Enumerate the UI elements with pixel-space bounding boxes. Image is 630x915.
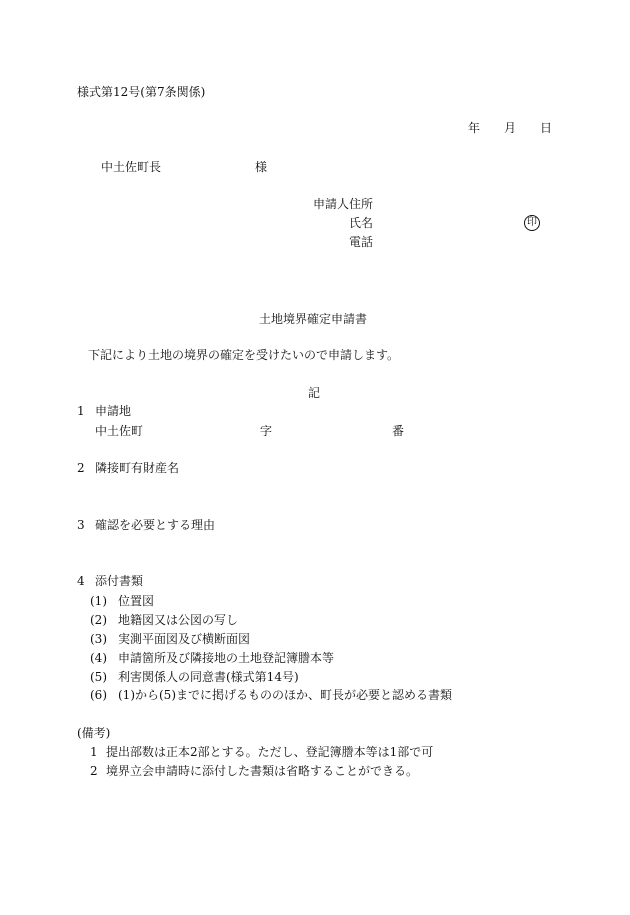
attachment-label: 申請箇所及び隣接地の土地登記簿謄本等 xyxy=(118,651,335,665)
note-text: 境界立会申請時に添付した書類は省略することができる。 xyxy=(106,764,419,778)
applicant-address-label: 申請人住所 xyxy=(313,197,374,211)
addressee-name: 中土佐町長 xyxy=(101,160,162,174)
item-label-adjacent-property: 隣接町有財産名 xyxy=(95,461,180,475)
item-label-reason: 確認を必要とする理由 xyxy=(95,518,216,532)
item-number: 2 xyxy=(77,461,85,475)
item-number: 3 xyxy=(77,518,85,532)
attachment-number: (4) xyxy=(90,651,107,665)
attachment-label: 利害関係人の同意書(様式第14号) xyxy=(118,670,299,684)
date-year-label: 年 xyxy=(468,121,481,135)
document-title: 土地境界確定申請書 xyxy=(259,312,368,326)
attachment-label: 地籍図又は公図の写し xyxy=(118,613,239,627)
note-number: 2 xyxy=(90,764,98,778)
date-day-label: 日 xyxy=(540,121,553,135)
item-number: 4 xyxy=(77,574,85,588)
attachment-number: (6) xyxy=(90,688,107,702)
intro-text: 下記により土地の境界の確定を受けたいので申請します。 xyxy=(88,348,400,362)
seal-mark: 印 xyxy=(524,215,540,231)
addressee-honorific: 様 xyxy=(255,160,268,174)
attachment-label: 実測平面図及び横断面図 xyxy=(118,632,251,646)
attachment-number: (3) xyxy=(90,632,107,646)
applicant-name-label: 氏名 xyxy=(349,216,374,230)
location-town: 中土佐町 xyxy=(95,424,144,438)
item-label-attachments: 添付書類 xyxy=(95,574,144,588)
applicant-phone-label: 電話 xyxy=(349,235,374,249)
item-label-application-land: 申請地 xyxy=(95,404,132,418)
item-number: 1 xyxy=(77,404,85,418)
form-number: 様式第12号(第7条関係) xyxy=(77,85,206,99)
note-text: 提出部数は正本2部とする。ただし、登記簿謄本等は1部で可 xyxy=(106,745,434,759)
attachment-number: (2) xyxy=(90,613,107,627)
notes-heading: (備考) xyxy=(77,726,111,740)
note-number: 1 xyxy=(90,745,98,759)
attachment-label: 位置図 xyxy=(118,594,155,608)
attachment-number: (1) xyxy=(90,594,107,608)
ki-heading: 記 xyxy=(308,386,321,400)
attachment-number: (5) xyxy=(90,670,107,684)
location-ban: 番 xyxy=(392,424,405,438)
location-aza: 字 xyxy=(260,424,273,438)
attachment-label: (1)から(5)までに掲げるもののほか、町長が必要と認める書類 xyxy=(118,688,452,702)
date-month-label: 月 xyxy=(504,121,517,135)
